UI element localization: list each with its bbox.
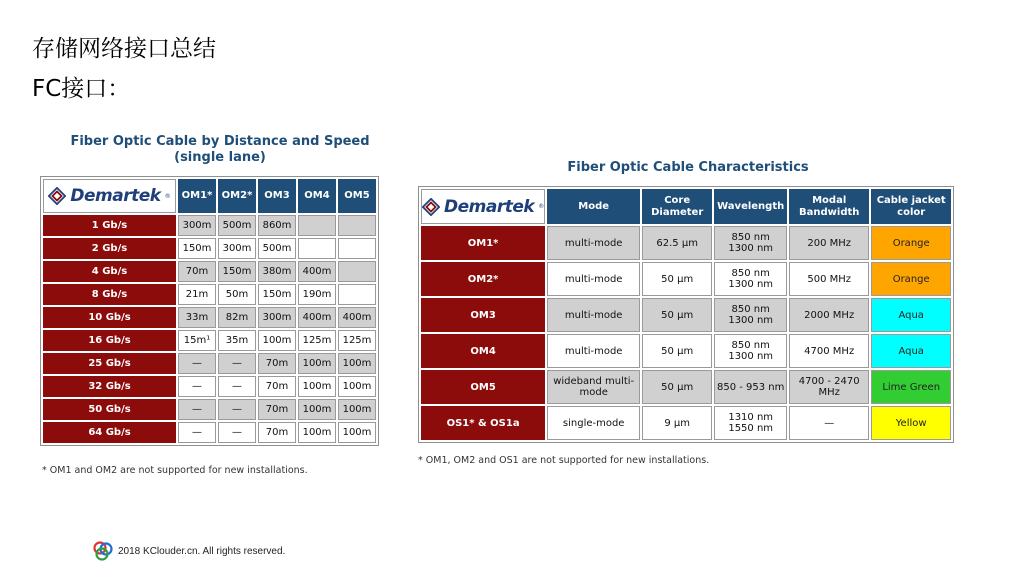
table1-cell bbox=[338, 284, 376, 305]
table2-cell-wavelength bbox=[714, 226, 787, 260]
table2-cell-core: 50 µm bbox=[642, 298, 712, 332]
wavelength-line2: 1300 nm bbox=[728, 315, 774, 326]
wavelength-line2: 1300 nm bbox=[728, 279, 774, 290]
table1-row bbox=[43, 376, 376, 397]
table1-cell: 100m bbox=[298, 422, 336, 443]
table2-cell-jacket-color: Lime Green bbox=[871, 370, 951, 404]
table1-cell: 500m bbox=[218, 215, 256, 236]
demartek-logo-registered: ® bbox=[164, 192, 171, 200]
table1-row-speed-label: 8 Gb/s bbox=[43, 284, 176, 305]
table1-row bbox=[43, 353, 376, 374]
table1-caption-line1: Fiber Optic Cable by Distance and Speed bbox=[70, 134, 370, 149]
table2-row bbox=[421, 370, 951, 404]
table1-caption-line2: (single lane) bbox=[174, 150, 266, 165]
table1-header-om2: OM2* bbox=[218, 179, 256, 213]
table1-cell: 100m bbox=[298, 399, 336, 420]
table1-cell: — bbox=[218, 399, 256, 420]
table1-cell: 100m bbox=[338, 353, 376, 374]
demartek-logo-registered: ® bbox=[538, 203, 545, 210]
wavelength-line1: 850 nm bbox=[731, 340, 770, 351]
table2-footnote: * OM1, OM2 and OS1 are not supported for new installations. bbox=[418, 455, 710, 466]
table1-cell: — bbox=[178, 422, 216, 443]
table1-header-row bbox=[43, 179, 376, 213]
demartek-logo-text: Demartek bbox=[444, 196, 535, 217]
table2-row-type-label: OM2* bbox=[421, 262, 545, 296]
table2-row bbox=[421, 334, 951, 368]
table1-row-speed-label: 2 Gb/s bbox=[43, 238, 176, 259]
slide-subtitle: FC接口： bbox=[32, 76, 131, 102]
table2-cell-bandwidth: 200 MHz bbox=[789, 226, 869, 260]
table2-header-modal-bandwidth: Modal Bandwidth bbox=[789, 189, 869, 224]
table2-row bbox=[421, 406, 951, 440]
table2-cell-core: 62.5 µm bbox=[642, 226, 712, 260]
copyright-text: 2018 KClouder.cn. All rights reserved. bbox=[118, 545, 286, 557]
table1-cell: 300m bbox=[258, 307, 296, 328]
kclouder-logo-icon bbox=[92, 540, 114, 562]
table1-cell: 70m bbox=[258, 376, 296, 397]
table1-row bbox=[43, 307, 376, 328]
table1-cell: — bbox=[178, 353, 216, 374]
table2-row bbox=[421, 298, 951, 332]
table2-cell-wavelength bbox=[714, 406, 787, 440]
table1-cell bbox=[298, 238, 336, 259]
wavelength-line2: 1300 nm bbox=[728, 351, 774, 362]
table2-row bbox=[421, 226, 951, 260]
table1-cell: 82m bbox=[218, 307, 256, 328]
table1-cell: 70m bbox=[178, 261, 216, 282]
table2-cell-mode: multi-mode bbox=[547, 226, 640, 260]
table1-cell: 500m bbox=[258, 238, 296, 259]
table1-cell: 50m bbox=[218, 284, 256, 305]
table1-row-speed-label: 25 Gb/s bbox=[43, 353, 176, 374]
table1-row-speed-label: 64 Gb/s bbox=[43, 422, 176, 443]
table1-cell: 150m bbox=[258, 284, 296, 305]
table1-cell: 21m bbox=[178, 284, 216, 305]
table1-cell: — bbox=[218, 422, 256, 443]
table2-cell-jacket-color: Orange bbox=[871, 262, 951, 296]
demartek-logo bbox=[43, 179, 176, 213]
table2-cell-bandwidth: 2000 MHz bbox=[789, 298, 869, 332]
table1-header-om1: OM1* bbox=[178, 179, 216, 213]
table2-cell-bandwidth: 4700 - 2470 MHz bbox=[789, 370, 869, 404]
table1-cell bbox=[338, 215, 376, 236]
wavelength-line1: 850 nm bbox=[731, 268, 770, 279]
table2-cell-core: 50 µm bbox=[642, 262, 712, 296]
table2-cell-bandwidth: 4700 MHz bbox=[789, 334, 869, 368]
table2-cell-bandwidth: — bbox=[789, 406, 869, 440]
table1-cell: 33m bbox=[178, 307, 216, 328]
table2-cell-wavelength bbox=[714, 334, 787, 368]
slide-title: 存储网络接口总结 bbox=[32, 36, 216, 62]
table1-cell: 400m bbox=[298, 307, 336, 328]
table2-caption: Fiber Optic Cable Characteristics bbox=[567, 160, 809, 175]
table2-row-type-label: OS1* & OS1a bbox=[421, 406, 545, 440]
demartek-logo-text: Demartek bbox=[70, 186, 161, 206]
wavelength-line1: 850 - 953 nm bbox=[716, 381, 785, 393]
table2-cell-core: 9 µm bbox=[642, 406, 712, 440]
table1-row-speed-label: 50 Gb/s bbox=[43, 399, 176, 420]
table1-cell: 380m bbox=[258, 261, 296, 282]
table2-cell-wavelength bbox=[714, 298, 787, 332]
table1-row-speed-label: 10 Gb/s bbox=[43, 307, 176, 328]
table2-cell-wavelength bbox=[714, 370, 787, 404]
table1-row bbox=[43, 238, 376, 259]
table1-cell: 100m bbox=[258, 330, 296, 351]
table2-row bbox=[421, 262, 951, 296]
table1-row-speed-label: 32 Gb/s bbox=[43, 376, 176, 397]
table2-cell-mode: wideband multi-mode bbox=[547, 370, 640, 404]
table2-cell-jacket-color: Orange bbox=[871, 226, 951, 260]
table1-cell: — bbox=[178, 376, 216, 397]
table1-cell: 860m bbox=[258, 215, 296, 236]
table2-cell-mode: multi-mode bbox=[547, 298, 640, 332]
table1-cell: 15m¹ bbox=[178, 330, 216, 351]
table2-cell-jacket-color: Yellow bbox=[871, 406, 951, 440]
table2-header-core-diameter: Core Diameter bbox=[642, 189, 712, 224]
wavelength-line2: 1300 nm bbox=[728, 243, 774, 254]
demartek-logo-wrap bbox=[44, 186, 175, 206]
table1-cell: 100m bbox=[298, 353, 336, 374]
table2-cell-wavelength bbox=[714, 262, 787, 296]
table2-cell-bandwidth: 500 MHz bbox=[789, 262, 869, 296]
table1-header-om3: OM3 bbox=[258, 179, 296, 213]
table1-cell bbox=[298, 215, 336, 236]
table1-row bbox=[43, 422, 376, 443]
table1-cell: 125m bbox=[338, 330, 376, 351]
table1-row bbox=[43, 399, 376, 420]
table1-cell: 100m bbox=[338, 399, 376, 420]
table1-cell bbox=[338, 261, 376, 282]
table2-cell-mode: multi-mode bbox=[547, 334, 640, 368]
table2-row-type-label: OM5 bbox=[421, 370, 545, 404]
table1-cell: 100m bbox=[298, 376, 336, 397]
table2-row-type-label: OM4 bbox=[421, 334, 545, 368]
table1-cell: 300m bbox=[218, 238, 256, 259]
wavelength-line1: 850 nm bbox=[731, 232, 770, 243]
wavelength-line2: 1550 nm bbox=[728, 423, 774, 434]
table1-row bbox=[43, 284, 376, 305]
table1-row bbox=[43, 261, 376, 282]
table1-cell: 400m bbox=[338, 307, 376, 328]
table1-cell: 70m bbox=[258, 422, 296, 443]
table1-cell: — bbox=[178, 399, 216, 420]
table1-cell: 150m bbox=[178, 238, 216, 259]
table1-footnote: * OM1 and OM2 are not supported for new installations. bbox=[42, 465, 308, 476]
table1-cell: 100m bbox=[338, 422, 376, 443]
distance-speed-table bbox=[40, 176, 379, 446]
table1-cell: 70m bbox=[258, 399, 296, 420]
wavelength-line1: 1310 nm bbox=[728, 412, 774, 423]
table2-cell-jacket-color: Aqua bbox=[871, 298, 951, 332]
table1-cell: 300m bbox=[178, 215, 216, 236]
table1-header-om4: OM4 bbox=[298, 179, 336, 213]
demartek-diamond-icon bbox=[422, 198, 440, 216]
table2-header-wavelength: Wavelength bbox=[714, 189, 787, 224]
table1-cell: 35m bbox=[218, 330, 256, 351]
table2-cell-core: 50 µm bbox=[642, 334, 712, 368]
table1-caption bbox=[40, 134, 400, 166]
table1-row bbox=[43, 215, 376, 236]
table2-header-cable-jacket-color: Cable jacket color bbox=[871, 189, 951, 224]
footer bbox=[92, 540, 285, 562]
table1-row-speed-label: 16 Gb/s bbox=[43, 330, 176, 351]
table1-cell: 150m bbox=[218, 261, 256, 282]
table1-row-speed-label: 4 Gb/s bbox=[43, 261, 176, 282]
table1-cell: 125m bbox=[298, 330, 336, 351]
table2-row-type-label: OM3 bbox=[421, 298, 545, 332]
table2-cell-core: 50 µm bbox=[642, 370, 712, 404]
table2-cell-mode: single-mode bbox=[547, 406, 640, 440]
table1-row bbox=[43, 330, 376, 351]
table1-cell: 400m bbox=[298, 261, 336, 282]
table1-header-om5: OM5 bbox=[338, 179, 376, 213]
demartek-logo bbox=[421, 189, 545, 224]
table1-cell: 70m bbox=[258, 353, 296, 374]
wavelength-line1: 850 nm bbox=[731, 304, 770, 315]
table1-cell: — bbox=[218, 376, 256, 397]
table2-cell-jacket-color: Aqua bbox=[871, 334, 951, 368]
table1-cell: — bbox=[218, 353, 256, 374]
demartek-logo-wrap bbox=[422, 197, 544, 217]
demartek-diamond-icon bbox=[48, 187, 66, 205]
table1-cell: 100m bbox=[338, 376, 376, 397]
table2-header-row bbox=[421, 189, 951, 224]
table2-header-mode: Mode bbox=[547, 189, 640, 224]
table2-row-type-label: OM1* bbox=[421, 226, 545, 260]
table1-cell bbox=[338, 238, 376, 259]
table2-cell-mode: multi-mode bbox=[547, 262, 640, 296]
table1-row-speed-label: 1 Gb/s bbox=[43, 215, 176, 236]
table1-cell: 190m bbox=[298, 284, 336, 305]
cable-characteristics-table bbox=[418, 186, 954, 443]
